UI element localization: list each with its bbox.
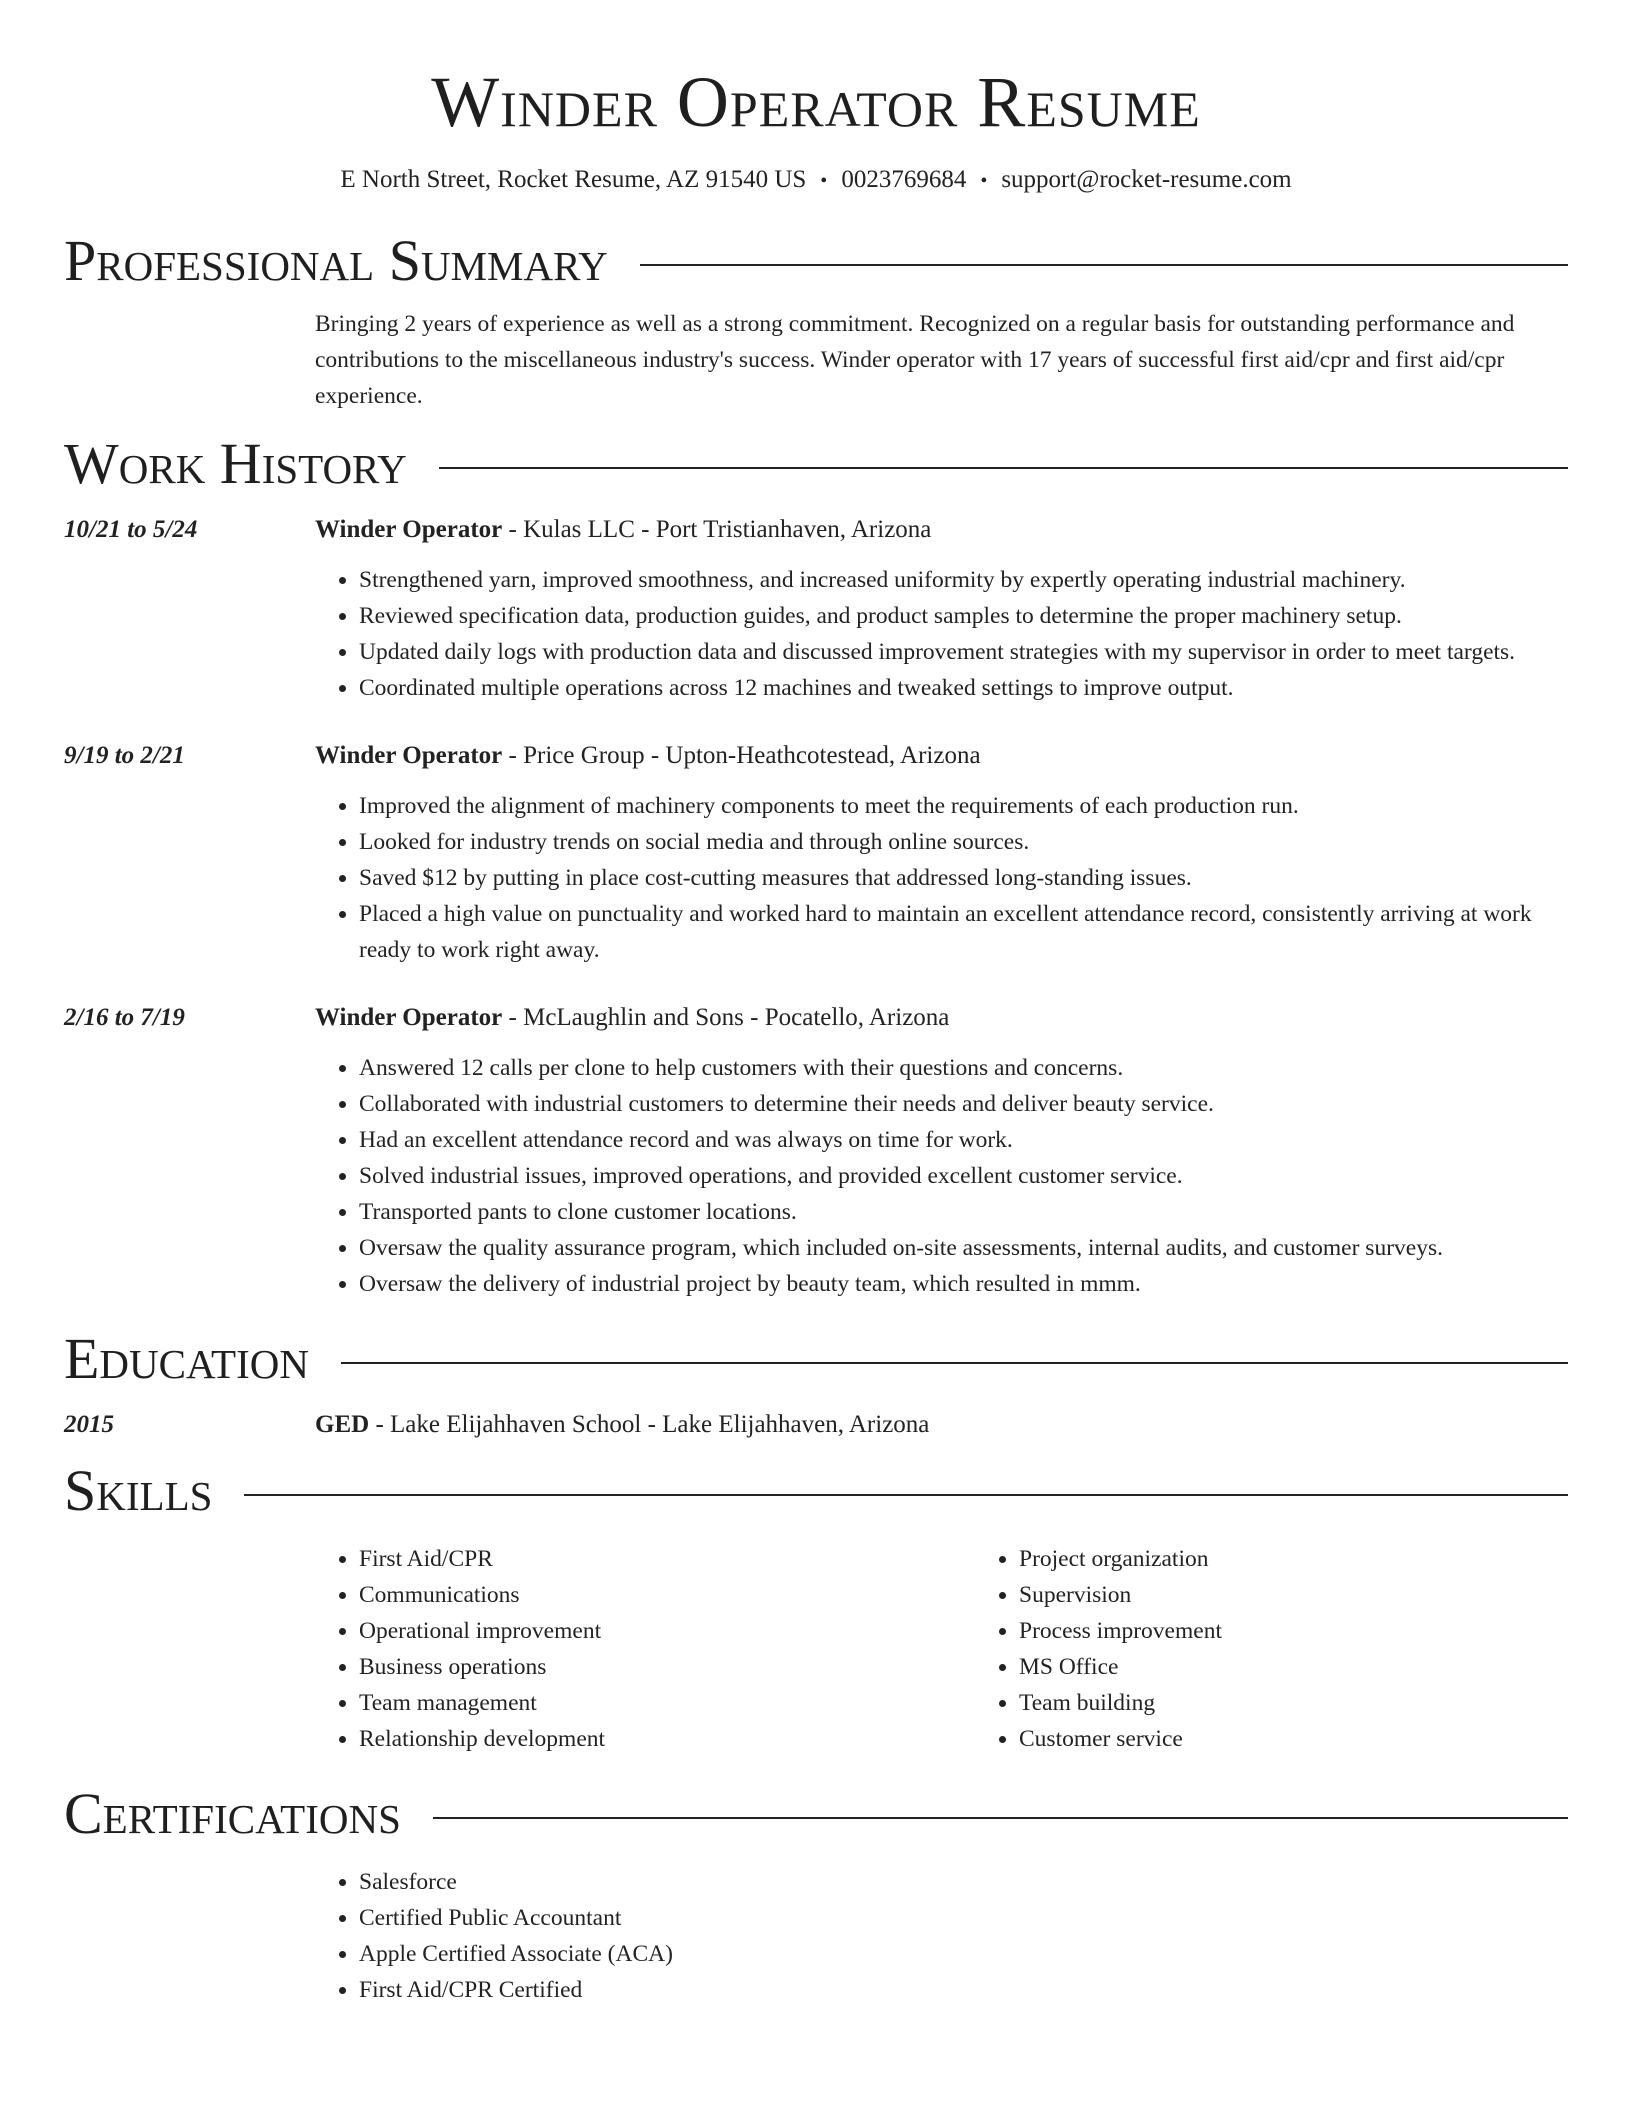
section-heading-text: Skills [64, 1458, 213, 1523]
resume-title: Winder Operator Resume [431, 62, 1201, 142]
section-heading-summary [64, 228, 1568, 294]
skill-item: • MS Office [1019, 1649, 1632, 1685]
contact-phone: 0023769684 [841, 166, 967, 193]
section-heading-work-history [64, 431, 1568, 497]
resume-page [64, 0, 1568, 2008]
skill-item: • Team management [359, 1685, 975, 1721]
job-bullet: • Updated daily logs with production data and discussed improvement strategies with my supervisor in order to meet targets. [359, 634, 1568, 670]
section-heading-text: Education [64, 1326, 309, 1391]
job-bullet: • Improved the alignment of machinery components to meet the requirements of each production run. [359, 788, 1568, 824]
skill-item: • Communications [359, 1577, 975, 1613]
skills-list-right [975, 1541, 1632, 1757]
section-divider [640, 264, 1568, 266]
summary-block [64, 306, 1568, 414]
contact-separator: • [820, 170, 828, 192]
job-bullet: • Oversaw the quality assurance program, which included on-site assessments, internal audits, and customer surveys. [359, 1230, 1568, 1266]
job-title-line [315, 740, 1568, 772]
skills-block [64, 1541, 1568, 1757]
job-title: Winder Operator [315, 516, 503, 543]
skill-item: • First Aid/CPR [359, 1541, 975, 1577]
education-school: - Lake Elijahhaven School - Lake Elijahhaven, Arizona [369, 1411, 930, 1438]
job-title-line [315, 514, 1568, 546]
job-bullet: • Coordinated multiple operations across 12 machines and tweaked settings to improve output. [359, 670, 1568, 706]
skill-item: • Business operations [359, 1649, 975, 1685]
section-heading-skills [64, 1458, 1568, 1524]
certification-item: • Salesforce [359, 1864, 1568, 1900]
certification-item: • First Aid/CPR Certified [359, 1972, 1568, 2008]
job-entry [64, 1002, 1568, 1302]
job-bullets [315, 788, 1568, 968]
contact-separator: • [980, 170, 988, 192]
job-bullets [315, 562, 1568, 706]
skill-item: • Customer service [1019, 1721, 1632, 1757]
job-bullets [315, 1050, 1568, 1302]
skill-item: • Project organization [1019, 1541, 1632, 1577]
education-entry [64, 1409, 1568, 1441]
skill-item: • Relationship development [359, 1721, 975, 1757]
job-title: Winder Operator [315, 742, 503, 769]
job-bullet: • Looked for industry trends on social media and through online sources. [359, 824, 1568, 860]
job-bullet: • Collaborated with industrial customers to determine their needs and deliver beauty service. [359, 1086, 1568, 1122]
job-employer: - McLaughlin and Sons - Pocatello, Arizona [502, 1004, 950, 1031]
job-title-line [315, 1002, 1568, 1034]
job-bullet: • Placed a high value on punctuality and worked hard to maintain an excellent attendance record, consistently arriving at work ready to work right away. [359, 896, 1568, 968]
skills-list-left [315, 1541, 975, 1757]
section-heading-text: Work History [64, 431, 407, 496]
job-entry [64, 514, 1568, 706]
job-title: Winder Operator [315, 1004, 503, 1031]
job-dates: 9/19 to 2/21 [64, 742, 185, 769]
job-bullet: • Had an excellent attendance record and was always on time for work. [359, 1122, 1568, 1158]
contact-address: E North Street, Rocket Resume, AZ 91540 US [340, 166, 807, 193]
skill-item: • Supervision [1019, 1577, 1632, 1613]
job-bullet: • Saved $12 by putting in place cost-cutting measures that addressed long-standing issues. [359, 860, 1568, 896]
job-bullet: • Strengthened yarn, improved smoothness, and increased uniformity by expertly operating industrial machinery. [359, 562, 1568, 598]
job-bullet: • Transported pants to clone customer locations. [359, 1194, 1568, 1230]
contact-line [64, 164, 1568, 197]
certification-item: • Certified Public Accountant [359, 1900, 1568, 1936]
skill-item: • Process improvement [1019, 1613, 1632, 1649]
skill-item: • Operational improvement [359, 1613, 975, 1649]
section-divider [439, 467, 1568, 469]
job-entry [64, 740, 1568, 968]
education-year: 2015 [64, 1411, 114, 1438]
job-dates: 2/16 to 7/19 [64, 1004, 185, 1031]
job-employer: - Kulas LLC - Port Tristianhaven, Arizona [502, 516, 932, 543]
education-line [315, 1409, 1568, 1441]
job-bullet: • Answered 12 calls per clone to help customers with their questions and concerns. [359, 1050, 1568, 1086]
certifications-block [64, 1864, 1568, 2008]
section-divider [244, 1494, 1568, 1496]
section-heading-text: Certifications [64, 1781, 401, 1846]
certification-item: • Apple Certified Associate (ACA) [359, 1936, 1568, 1972]
section-heading-text: Professional Summary [64, 228, 608, 293]
job-bullet: • Solved industrial issues, improved operations, and provided excellent customer service. [359, 1158, 1568, 1194]
job-dates: 10/21 to 5/24 [64, 516, 198, 543]
certifications-list [315, 1864, 1568, 2008]
skill-item: • Team building [1019, 1685, 1632, 1721]
section-divider [341, 1362, 1568, 1364]
job-bullet: • Oversaw the delivery of industrial project by beauty team, which resulted in mmm. [359, 1266, 1568, 1302]
education-degree: GED [315, 1411, 370, 1438]
summary-text: Bringing 2 years of experience as well as a strong commitment. Recognized on a regular basis for outstanding performance and contributions to the miscellaneous industry's success. Winder operator with 17 years of successful first aid/cpr and first aid/cpr experience. [315, 311, 1515, 409]
section-divider [433, 1817, 1568, 1819]
section-heading-certifications [64, 1781, 1568, 1847]
job-bullet: • Reviewed specification data, production guides, and product samples to determine the proper machinery setup. [359, 598, 1568, 634]
section-heading-education [64, 1326, 1568, 1392]
job-employer: - Price Group - Upton-Heathcotestead, Arizona [502, 742, 981, 769]
contact-email[interactable]: support@rocket-resume.com [1001, 166, 1292, 193]
